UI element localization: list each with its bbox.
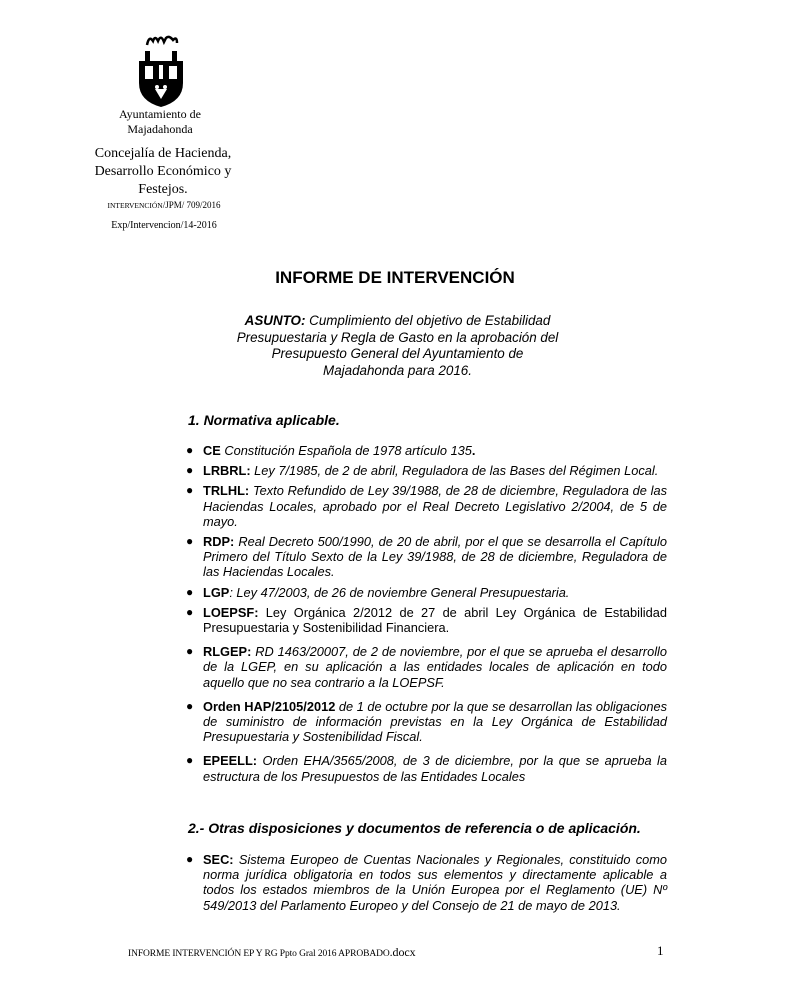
bullet-icon: ● [186,698,194,713]
list-item [185,605,667,635]
item-label: EPEELL: [203,753,258,769]
list-item [185,852,667,913]
intervention-reference [84,200,244,210]
item-text: Ley Orgánica 2/2012 de 27 de abril Ley Orgánica de Estabilidad Presupuestaria y Sostenibilidad Financiera. [203,604,667,636]
item-text: de 1 de octubre por la que se desarrollan las obligaciones de suministro de información previstas en la Ley Orgánica de Estabilidad Presupuestaria y Sostenibilidad Fiscal. [203,698,667,745]
bullet-icon: ● [186,463,194,478]
bullet-icon: ● [186,534,194,549]
item-text: Texto Refundido de Ley 39/1988, de 28 de diciembre, Reguladora de las Haciendas Locales, aprobado por el Real Decreto Legislativo 2/2004, de 5 de mayo. [203,483,667,529]
reference-prefix: INTERVENCIÓN [107,201,163,210]
item-label: LRBRL: [203,463,251,479]
item-text: : Ley 47/2003, de 26 de noviembre General Presupuestaria. [229,584,570,600]
page-number: 1 [657,943,664,958]
list-item [185,483,667,529]
section-2-title: 2.- Otras disposiciones y documentos de referencia o de aplicación. [188,820,641,836]
bullet-icon: ● [186,604,194,619]
subject-text: Cumplimiento del objetivo de Estabilidad Presupuestaria y Regla de Gasto en la aprobación del Presupuesto General del Ayuntamiento de Majadahonda para 2016. [236,313,559,378]
item-label: CE [203,443,221,458]
footer-extension: .docx [389,945,416,959]
list-item [185,699,667,745]
item-label: TRLHL: [203,483,250,499]
subject-label: ASUNTO: [244,313,306,328]
section-1-title: 1. Normativa aplicable. [188,412,340,428]
item-label: RDP: [203,534,235,550]
footer-filename-text: INFORME INTERVENCIÓN EP Y RG Ppto Gral 2016 APROBADO [128,949,390,959]
bullet-icon: ● [186,644,194,659]
subject [230,313,565,379]
bullet-icon: ● [186,584,194,599]
item-label: LGP [203,584,230,600]
item-label: SEC: [203,852,234,867]
council-name: Ayuntamiento de Majadahonda [119,107,201,136]
item-tail: . [471,443,476,458]
list-item [185,585,667,600]
department-name: Concejalía de Hacienda, Desarrollo Económico y Festejos. [94,146,232,197]
bullet-icon: ● [186,443,194,457]
bullet-icon: ● [186,753,194,768]
item-text: Real Decreto 500/1990, de 20 de abril, por el que se desarrolla el Capítulo Primero del Título Sexto de la Ley 39/1988, de 28 de diciembre, Reguladora de las Haciendas Locales. [203,534,667,580]
list-item [185,534,667,580]
bullet-icon: ● [186,483,194,498]
item-text: Ley 7/1985, de 2 de abril, Reguladora de las Bases del Régimen Local. [250,463,659,479]
list-item [185,753,667,783]
list-item [185,463,667,478]
bullet-icon: ● [186,852,194,866]
item-label: LOEPSF: [203,604,259,620]
file-reference: Exp/Intervencion/14-2016 [111,220,217,231]
item-text: Constitución Española de 1978 artículo 135 [220,443,472,458]
coat-of-arms-icon [133,31,189,109]
item-label: RLGEP: [203,644,252,660]
list-item [185,644,667,690]
item-text: Orden EHA/3565/2008, de 3 de diciembre, por la que se aprueba la estructura de los Presupuestos de las Entidades Locales [203,753,667,784]
section-1-list [185,443,667,789]
list-item [185,443,667,458]
reference-suffix: /JPM/ 709/2016 [162,200,221,210]
section-2-list [185,852,667,918]
item-text: Sistema Europeo de Cuentas Nacionales y Regionales, constituido como norma jurídica obligatoria en todos sus elementos y directamente aplicable a todos los estados miembros de la Unión Europea por el Reglamento (UE) Nº 549/2013 del Parlamento Europeo y del Consejo de 21 de mayo de 2013. [203,852,667,913]
document-title: INFORME DE INTERVENCIÓN [275,268,515,287]
item-label: Orden HAP/2105/2012 [203,698,336,714]
footer-filename [128,945,415,960]
item-text: RD 1463/20007, de 2 de noviembre, por el que se aprueba el desarrollo de la LGEP, en su aplicación a las entidades locales de aplicación en todo aquello que no sea contrario a la LOEPSF. [203,644,667,690]
